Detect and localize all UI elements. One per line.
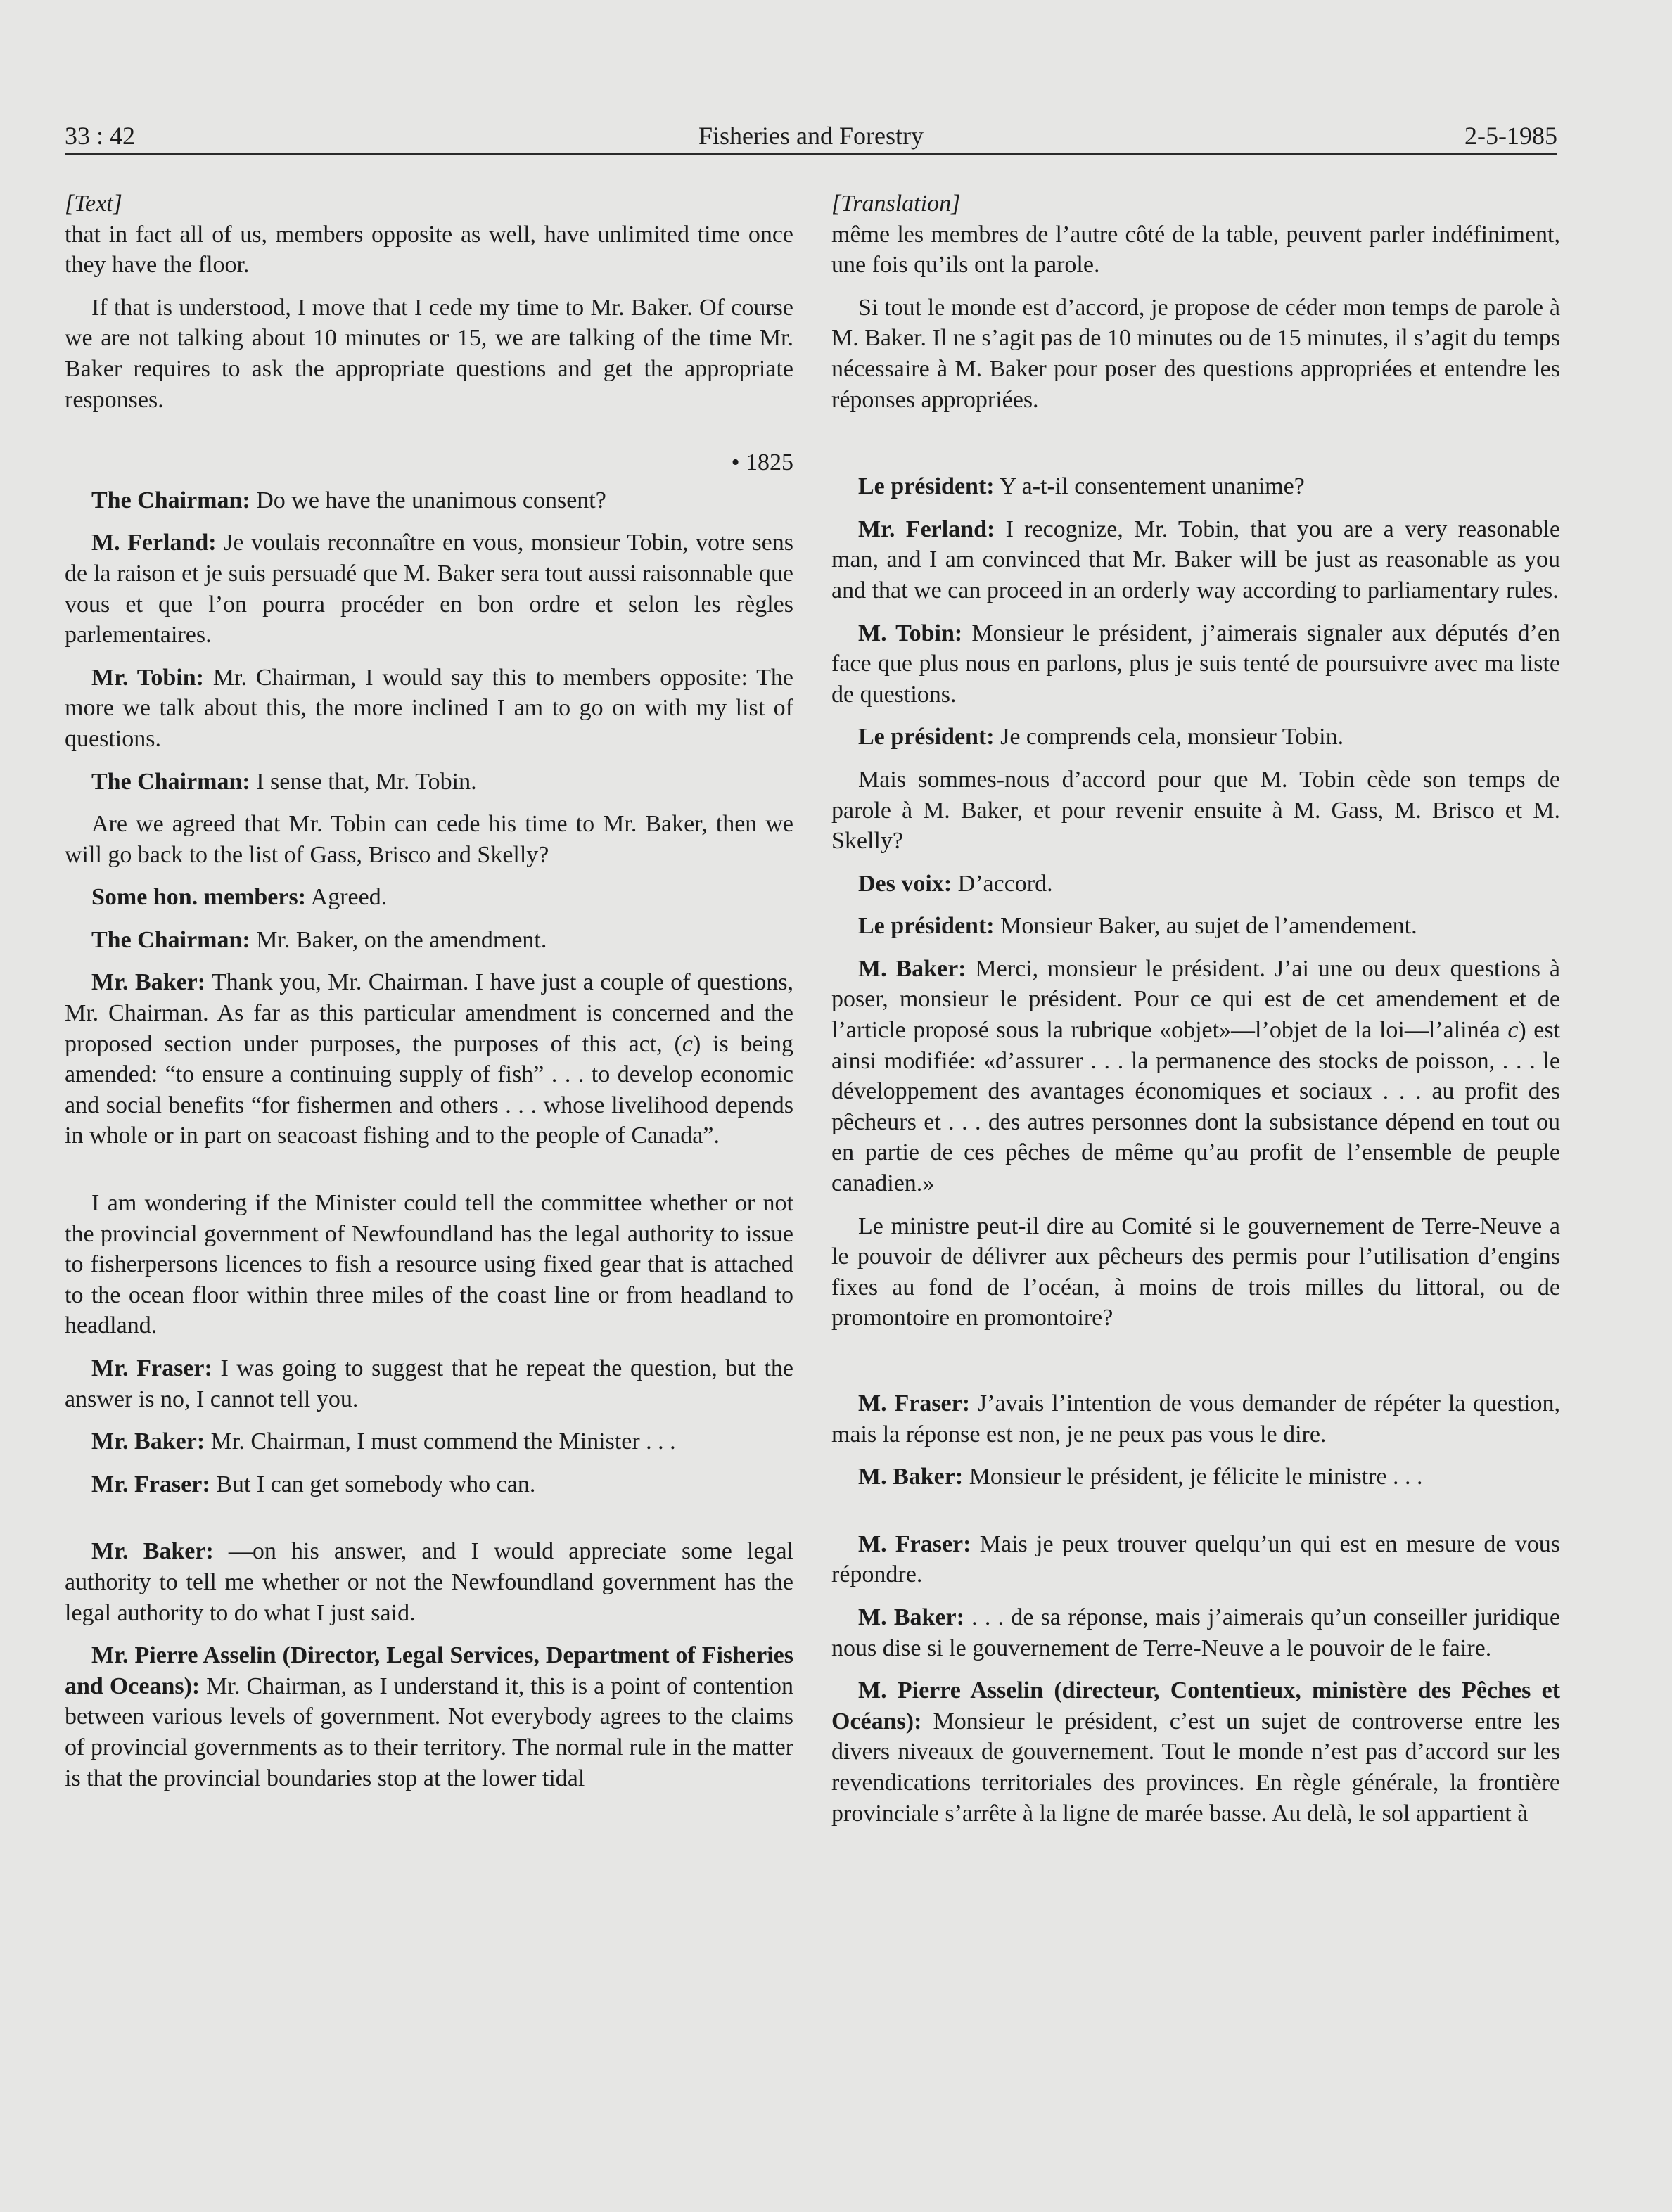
speech xyxy=(65,663,793,755)
english-column xyxy=(65,188,793,1805)
speaker: The Chairman: xyxy=(91,487,250,513)
paragraph: that in fact all of us, members opposite as well, have unlimited time once they have the floor. xyxy=(65,221,793,279)
speech-text: Mr. Chairman, I would say this to members opposite: The more we talk about this, the more inclined I am to go on with my list of questions. xyxy=(65,664,793,752)
speech-text: I sense that, Mr. Tobin. xyxy=(250,768,477,795)
speaker: Mr. Baker: xyxy=(91,1538,214,1565)
speech-text: Monsieur le président, c’est un sujet de controverse entre les divers niveaux de gouvernement. Tout le monde n’est pas d’accord sur les revendications territoriales des provinces. En règle générale, la frontière provinciale s’arrête à la ligne de marée basse. Au delà, le sol appartient à xyxy=(831,1708,1560,1827)
translation-column xyxy=(831,188,1560,1841)
speaker: Le président: xyxy=(858,724,995,750)
speech-text: Mr. Chairman, as I understand it, this is a point of contention between various levels of government. Not everybody agrees to the claims of provincial governments as to their territory. The normal rule in the matter is that the provincial boundaries stop at the lower tidal xyxy=(65,1673,793,1791)
speech-text: ) est ainsi modifiée: «d’assurer . . . la permanence des stocks de poisson, . . . le développement des avantages économiques et sociaux . . . au profit des pêcheurs et . . . des autres personnes dont la subsistance dépend en tout ou en partie de ces pêches de même qu’au profit de l’ensemble de peuple canadien.» xyxy=(831,1017,1561,1197)
speech-text: But I can get somebody who can. xyxy=(210,1471,536,1497)
speaker: Some hon. members: xyxy=(91,884,307,911)
speaker: M. Baker: xyxy=(858,1604,964,1630)
column-label-text: Text xyxy=(74,191,113,217)
paragraph: Le ministre peut-il dire au Comité si le gouvernement de Terre-Neuve a le pouvoir de délivrer aux pêcheurs des permis pour l’utilisation d’engins fixes au fond de l’océan, à moins de trois milles du littoral, ou de promontoire en promontoire? xyxy=(831,1213,1560,1331)
speech xyxy=(831,1529,1560,1590)
column-label-text: Translation xyxy=(841,191,952,217)
speaker: M. Baker: xyxy=(858,1464,964,1490)
speech xyxy=(65,925,793,956)
speaker: Le président: xyxy=(858,473,995,500)
speech xyxy=(831,471,1560,502)
speaker: Mr. Ferland: xyxy=(858,516,995,542)
speaker: The Chairman: xyxy=(91,768,250,795)
speaker: Mr. Fraser: xyxy=(91,1471,210,1497)
speech xyxy=(65,1640,793,1794)
speaker: Mr. Tobin: xyxy=(91,664,204,691)
speech-text: Je comprends cela, monsieur Tobin. xyxy=(994,724,1344,750)
paragraph: Si tout le monde est d’accord, je propose de céder mon temps de parole à M. Baker. Il ne s’agit pas de 10 minutes ou de 15 minutes, il s’agit du temps nécessaire à M. Baker pour poser des questions appropriées et entendre les réponses appropriées. xyxy=(831,294,1560,413)
speech-text: Agreed. xyxy=(306,884,388,911)
speaker: Mr. Baker: xyxy=(91,969,206,996)
speaker: Le président: xyxy=(858,913,995,940)
header-rule xyxy=(65,153,1557,155)
speaker: Mr. Baker: xyxy=(91,1428,205,1455)
speaker: M. Tobin: xyxy=(858,620,963,646)
page-header xyxy=(65,120,1557,152)
running-title: Fisheries and Forestry xyxy=(698,122,924,150)
speech-text: Monsieur le président, j’aimerais signaler aux députés d’en face que plus nous en parlons, plus je suis tenté de poursuivre avec ma liste de questions. xyxy=(831,620,1560,708)
speech xyxy=(831,1388,1560,1450)
speech-text: I recognize, Mr. Tobin, that you are a very reasonable man, and I am convinced that Mr. Baker will be just as reasonable as you and that we can proceed in an orderly way according to parliamentary rules. xyxy=(831,516,1560,603)
speech xyxy=(65,1536,793,1628)
speech xyxy=(65,1426,793,1457)
speech xyxy=(831,954,1560,1199)
speech-text-italic: c xyxy=(682,1030,693,1057)
speech-text: —on his answer, and I would appreciate some legal authority to tell me whether or not the Newfoundland government has the legal authority to do what I just said. xyxy=(65,1538,794,1626)
paragraph: même les membres de l’autre côté de la table, peuvent parler indéfiniment, une fois qu’ils ont la parole. xyxy=(831,221,1560,279)
speaker: Des voix: xyxy=(858,870,952,897)
speech-text: Je voulais reconnaître en vous, monsieur Tobin, votre sens de la raison et je suis persuadé que M. Baker sera tout aussi raisonnable que vous et que l’on pourra procéder en bon ordre et selon les règles parlementaires. xyxy=(65,530,793,648)
speaker: Mr. Fraser: xyxy=(91,1355,212,1381)
speech xyxy=(65,528,793,650)
page-number: 33 : 42 xyxy=(65,122,136,150)
paragraph: I am wondering if the Minister could tell the committee whether or not the provincial government of Newfoundland has the legal authority to issue to fisherpersons licences to fish a resource using fixed gear that is attached to the ocean floor within three miles of the coast line or from headland to headland. xyxy=(65,1190,793,1339)
speech-text: . . . de sa réponse, mais j’aimerais qu’un conseiller juridique nous dise si le gouvernement de Terre-Neuve a le pouvoir de le faire. xyxy=(831,1604,1560,1661)
speaker: Mr. Pierre Asselin (Director, Legal Services, Department of Fisheries and Oceans): xyxy=(65,1642,793,1699)
speech-text: Mr. Baker, on the amendment. xyxy=(250,926,547,953)
speech-text: Thank you, Mr. Chairman. I have just a couple of questions, Mr. Chairman. As far as this particular amendment is concerned and the proposed section under purposes, the purposes of this act, ( xyxy=(65,969,793,1057)
speech xyxy=(831,1602,1560,1663)
speech-text: Do we have the unanimous consent? xyxy=(250,487,606,513)
speech-text: J’avais l’intention de vous demander de répéter la question, mais la réponse est non, je ne peux pas vous le dire. xyxy=(831,1391,1560,1447)
speech xyxy=(831,722,1560,753)
speech xyxy=(831,869,1560,900)
column-label: [Translation] xyxy=(831,191,961,217)
speech-text: Y a-t-il consentement unanime? xyxy=(994,473,1305,500)
column-label: [Text] xyxy=(65,191,122,217)
paragraph: Mais sommes-nous d’accord pour que M. Tobin cède son temps de parole à M. Baker, et pour revenir ensuite à M. Gass, M. Brisco et M. Skelly? xyxy=(831,766,1560,855)
speech-text: ) is being amended: “to ensure a continuing supply of fish” . . . to develop economic and social benefits “for fishermen and others . . . whose livelihood depends in whole or in part on seacoast fishing and to the people of Canada”. xyxy=(65,1030,793,1149)
time-marker: • 1825 xyxy=(731,449,793,476)
speech-text: Mais je peux trouver quelqu’un qui est en mesure de vous répondre. xyxy=(831,1530,1560,1588)
speaker: M. Fraser: xyxy=(858,1530,971,1557)
speech-text: I was going to suggest that he repeat the question, but the answer is no, I cannot tell you. xyxy=(65,1355,793,1412)
speaker: M. Fraser: xyxy=(858,1391,971,1417)
speech xyxy=(65,1353,793,1414)
speaker: M. Ferland: xyxy=(91,530,217,556)
header-date: 2-5-1985 xyxy=(1464,122,1557,150)
speech-text: Monsieur le président, je félicite le ministre . . . xyxy=(963,1464,1423,1490)
speech-text: Merci, monsieur le président. J’ai une ou deux questions à poser, monsieur le président. Pour ce qui est de cet amendement et de l’article proposé sous la rubrique «objet»—l’objet de la loi—l’alinéa xyxy=(831,955,1560,1044)
speaker: M. Baker: xyxy=(858,955,966,982)
speech xyxy=(65,485,793,516)
speech-text-italic: c xyxy=(1507,1017,1519,1044)
speech xyxy=(65,882,793,913)
speech-text: Monsieur Baker, au sujet de l’amendement. xyxy=(994,913,1417,940)
speech xyxy=(831,1675,1560,1829)
speech xyxy=(65,967,793,1151)
speaker: M. Pierre Asselin (directeur, Contentieux, ministère des Pêches et Océans): xyxy=(831,1677,1560,1734)
speech xyxy=(831,514,1560,606)
paragraph: If that is understood, I move that I cede my time to Mr. Baker. Of course we are not talking about 10 minutes or 15, we are talking of the time Mr. Baker requires to ask the appropriate questions and get the appropriate responses. xyxy=(65,294,793,413)
paragraph: Are we agreed that Mr. Tobin can cede his time to Mr. Baker, then we will go back to the list of Gass, Brisco and Skelly? xyxy=(65,811,793,868)
speech-text: D’accord. xyxy=(952,870,1053,897)
speech xyxy=(65,767,793,798)
speech xyxy=(831,1462,1560,1492)
speech xyxy=(65,1469,793,1500)
speech xyxy=(831,911,1560,942)
speech-text: Mr. Chairman, I must commend the Minister . . . xyxy=(205,1428,676,1455)
speech xyxy=(831,618,1560,710)
speaker: The Chairman: xyxy=(91,926,250,953)
